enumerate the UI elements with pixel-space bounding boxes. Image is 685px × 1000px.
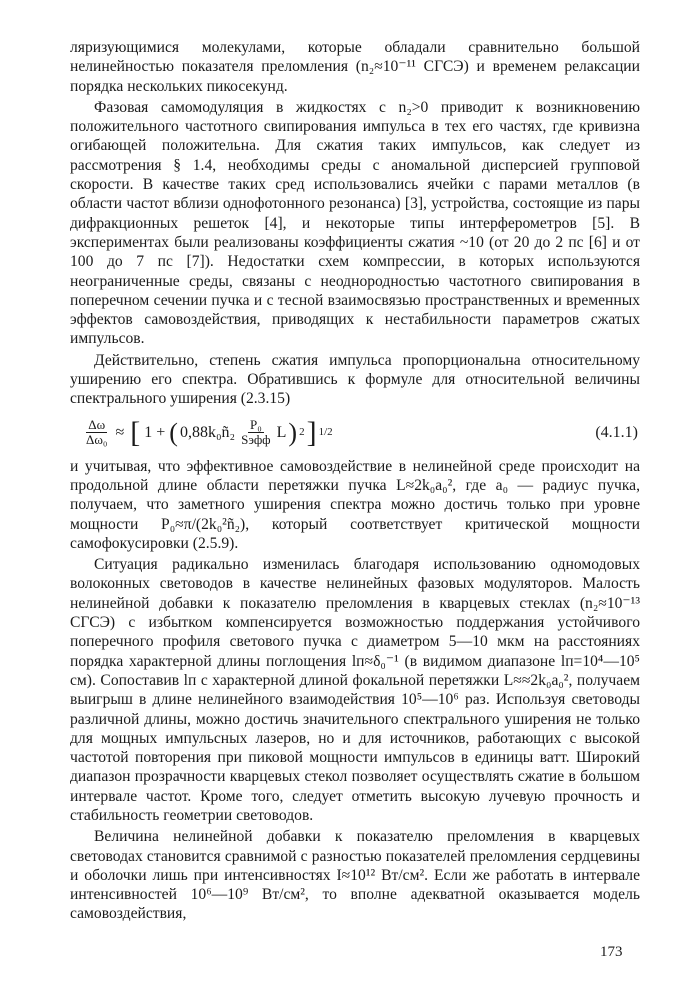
inner-tail: L [276,423,287,441]
one-plus: 1 + [144,423,166,441]
equation-4-1-1 [70,411,640,455]
square-exponent: 2 [299,425,305,438]
lhs-numerator: Δω [88,417,106,433]
coefficient: 0,88k₀ñ₂ [179,423,236,441]
lhs-denominator: Δω₀ [86,432,108,448]
inner-fraction [239,418,273,447]
inner-denominator: Sэфф [241,432,271,448]
page-number: 173 [600,944,623,960]
left-bracket: [ [130,415,141,449]
approx-sign: ≈ [115,423,125,441]
equation-number: (4.1.1) [595,423,638,441]
lhs-fraction [84,418,109,447]
right-bracket: ] [306,415,317,449]
power-exponent: 1/2 [318,425,333,438]
equation-body [84,415,333,449]
paragraph-6: Величина нелинейной добавки к показателю преломления в кварцевых световодах становится сравнимой с разностью показателей преломления сердцевины и оболочки лишь при интенсивностях I≈10¹² Вт/см². Если же работать в интервале интенсивностей 10⁶—10⁹ Вт/см², то вполне адекватной оказывается модель самовоздействия, [70,828,640,923]
paragraph-1: ляризующимися молекулами, которые обладали сравнительно большой нелинейностью показателя преломления (n₂≈10⁻¹¹ СГСЭ) и временем релаксации порядка нескольких пикосекунд. [70,39,640,95]
left-paren: ( [169,417,178,447]
right-paren: ) [288,417,298,447]
inner-numerator: P₀ [249,417,262,433]
paragraph-3: Действительно, степень сжатия импульса пропорциональна относительному уширению его спектра. Обратившись к формуле для относительной величины спектрального уширения (2.3.15) [70,351,640,408]
paragraph-5: Ситуация радикально изменилась благодаря использованию одномодовых волоконных световодов в качестве нелинейных фазовых модуляторов. Малость нелинейной добавки к показателю преломления в кварцевых стеклах (n₂≈10⁻¹³ СГСЭ) с избытком компенсируется возможностью поддержания устойчивого поперечного профиля светового пучка с диаметром 5—10 мкм на расстояниях порядка характерной длины поглощения lп≈δ₀⁻¹ (в видимом диапазоне lп=10⁴—10⁵ см). Сопоставив lп с характерной длиной фокальной перетяжки L≈≈2k₀a₀², получаем выигрыш в длине нелинейного взаимодействия 10⁵—10⁶ раз. Используя световоды различной длины, можно достичь значительного спектрального уширения не только для мощных импульсных лазеров, но и для источников, работающих с высокой частотой повторения при пиковой мощности импульсов в единицы ватт. Широкий диапазон прозрачности кварцевых стекол позволяет осуществлять сжатие в большом интервале частот. Кроме того, следует отметить высокую лучевую прочность и стабильность геометрии световодов. [70,556,640,824]
body-text [70,38,640,924]
paragraph-2: Фазовая самомодуляция в жидкостях с n₂>0 приводит к возникновению положительного частотного свипирования импульса в тех его частях, где кривизна огибающей положительна. Для сжатия таких импульсов, как следует из рассмотрения § 1.4, необходимы среды с аномальной дисперсией групповой скорости. В качестве таких сред использовались ячейки с парами металлов (в области частот вблизи однофотонного резонанса) [3], устройства, состоящие из пары дифракционных решеток [4], и некоторые типы интерферометров [5]. В экспериментах были реализованы коэффициенты сжатия ~10 (от 20 до 2 пс [6] и от 100 до 7 пс [7]). Недостатки схем компрессии, в которых используются неограниченные среды, связаны с неоднородностью частотного свипирования в поперечном сечении пучка и с тесной взаимосвязью пространственных и временных эффектов самовоздействия, приводящих к нестабильности параметров сжатых импульсов. [70,98,640,348]
paragraph-4: и учитывая, что эффективное самовоздействие в нелинейной среде происходит на продольной длине области перетяжки пучка L≈2k₀a₀², где a₀ — радиус пучка, получаем, что заметного уширения спектра можно достичь только при уровне мощности P₀≈π/(2k₀²ñ₂), который соответствует критической мощности самофокусировки (2.5.9). [70,457,640,552]
